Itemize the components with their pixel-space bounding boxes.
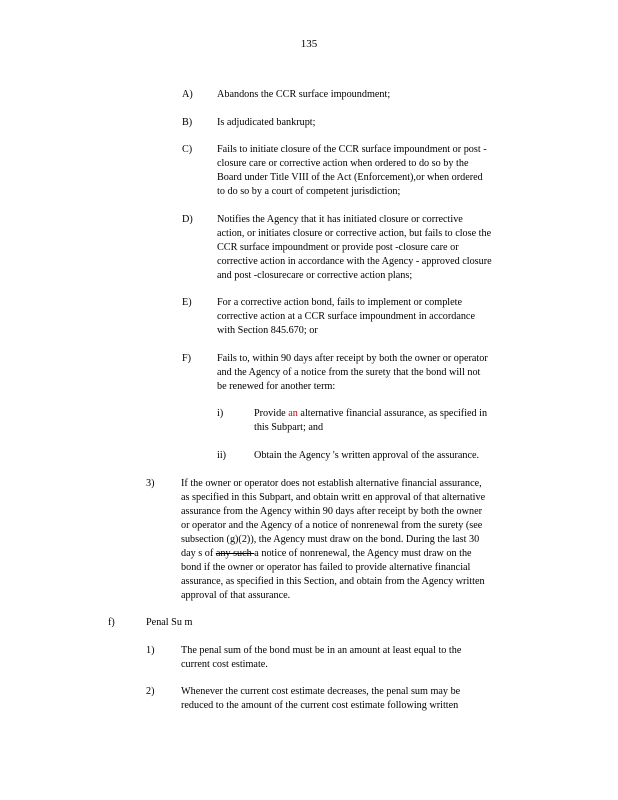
subitem-i-text [254, 407, 487, 435]
item-b-line: Is adjudicated bankrupt; [217, 117, 316, 128]
para-3-line: subsection (g)(2)), the Agency must draw on the bond. During the last 30 [181, 534, 480, 545]
item-e-line: with Section 845.670; or [217, 325, 318, 336]
f-item-1-line: The penal sum of the bond must be in an amount at least equal to the [181, 645, 462, 656]
subitem-ii-line: Obtain the Agency 's written approval of the assurance. [254, 450, 480, 461]
subitem-label-ii: ii) [217, 450, 227, 461]
item-label-a: A) [182, 89, 193, 100]
item-d-line: CCR surface impoundment or provide post -closure care or [217, 242, 459, 253]
f-item-2-line: reduced to the amount of the current cost estimate following written [181, 700, 459, 711]
item-e-text [217, 296, 475, 338]
para-3-line: as specified in this Subpart, and obtain writt en approval of that alternative [181, 492, 486, 503]
para-3-text [181, 477, 485, 603]
f-item-1-text [181, 644, 461, 672]
item-b-text [217, 116, 315, 130]
para-3-line: If the owner or operator does not establish alternative financial assurance, [181, 478, 482, 489]
para-3-line [181, 547, 485, 561]
page-number: 135 [300, 38, 318, 50]
item-c-line: Board under Title VIII of the Act (Enforcement),or when ordered [217, 172, 483, 183]
para-3-line6-pre: day s of [181, 548, 216, 559]
item-label-b: B) [182, 117, 193, 128]
item-label-f: F) [182, 353, 192, 364]
subitem-ii-text [254, 449, 479, 463]
item-e-line: For a corrective action bond, fails to implement or complete [217, 297, 462, 308]
item-c-line: closure care or corrective action when ordered to do so by the [217, 158, 469, 169]
f-item-label-1: 1) [146, 645, 155, 656]
item-label-c: C) [182, 144, 193, 155]
item-d-line: corrective action in accordance with the Agency - approved closure [217, 256, 492, 267]
item-d-line: and post -closurecare or corrective action plans; [217, 270, 413, 281]
item-c-line: to do so by a court of competent jurisdiction; [217, 186, 401, 197]
para-3-line: assurance from the Agency within 90 days after receipt by both the owner [181, 506, 482, 517]
item-a-text [217, 88, 390, 102]
item-c-text [217, 143, 487, 199]
item-f-line: Fails to, within 90 days after receipt by both the owner or operator [217, 353, 488, 364]
para-3-line: or operator and the Agency of a notice of nonrenewal from the surety (see [181, 520, 483, 531]
para-3-line: assurance, as specified in this Section, and obtain from the Agency written [181, 576, 485, 587]
para-3-label: 3) [146, 478, 155, 489]
subitem-i-line: this Subpart; and [254, 422, 324, 433]
f-item-2-text [181, 685, 460, 713]
section-f-label: f) [108, 617, 115, 628]
para-3-line: bond if the owner or operator has failed to provide alternative financial [181, 562, 471, 573]
section-f-title: Penal Su m [146, 617, 193, 628]
item-a-line: Abandons the CCR surface impoundment; [217, 89, 391, 100]
f-item-label-2: 2) [146, 686, 155, 697]
para-3-line6-post: a notice of nonrenewal, the Agency must draw on the [254, 548, 472, 559]
subitem-i-pre: Provide [254, 408, 289, 419]
item-label-d: D) [182, 214, 193, 225]
item-d-line: action, or initiates closure or corrective action, but fails to close the [217, 228, 492, 239]
item-c-line: Fails to initiate closure of the CCR surface impoundment or post - [217, 144, 487, 155]
inserted-word: an [288, 408, 298, 419]
item-d-text [217, 213, 492, 283]
subitem-label-i: i) [217, 408, 224, 419]
item-f-line: and the Agency of a notice from the surety that the bond will not [217, 367, 481, 378]
struck-text: any such [215, 548, 255, 559]
item-label-e: E) [182, 297, 192, 308]
item-d-line: Notifies the Agency that it has initiated closure or corrective [217, 214, 463, 225]
f-item-2-line: Whenever the current cost estimate decreases, the penal sum may be [181, 686, 461, 697]
item-e-line: corrective action at a CCR surface impoundment in accordance [217, 311, 475, 322]
para-3-line: approval of that assurance. [181, 590, 291, 601]
item-f-text [217, 352, 488, 394]
subitem-i-line [254, 407, 487, 421]
f-item-1-line: current cost estimate. [181, 659, 268, 670]
item-f-line: be renewed for another term: [217, 381, 336, 392]
subitem-i-post: alternative financial assurance, as specified in [297, 408, 488, 419]
